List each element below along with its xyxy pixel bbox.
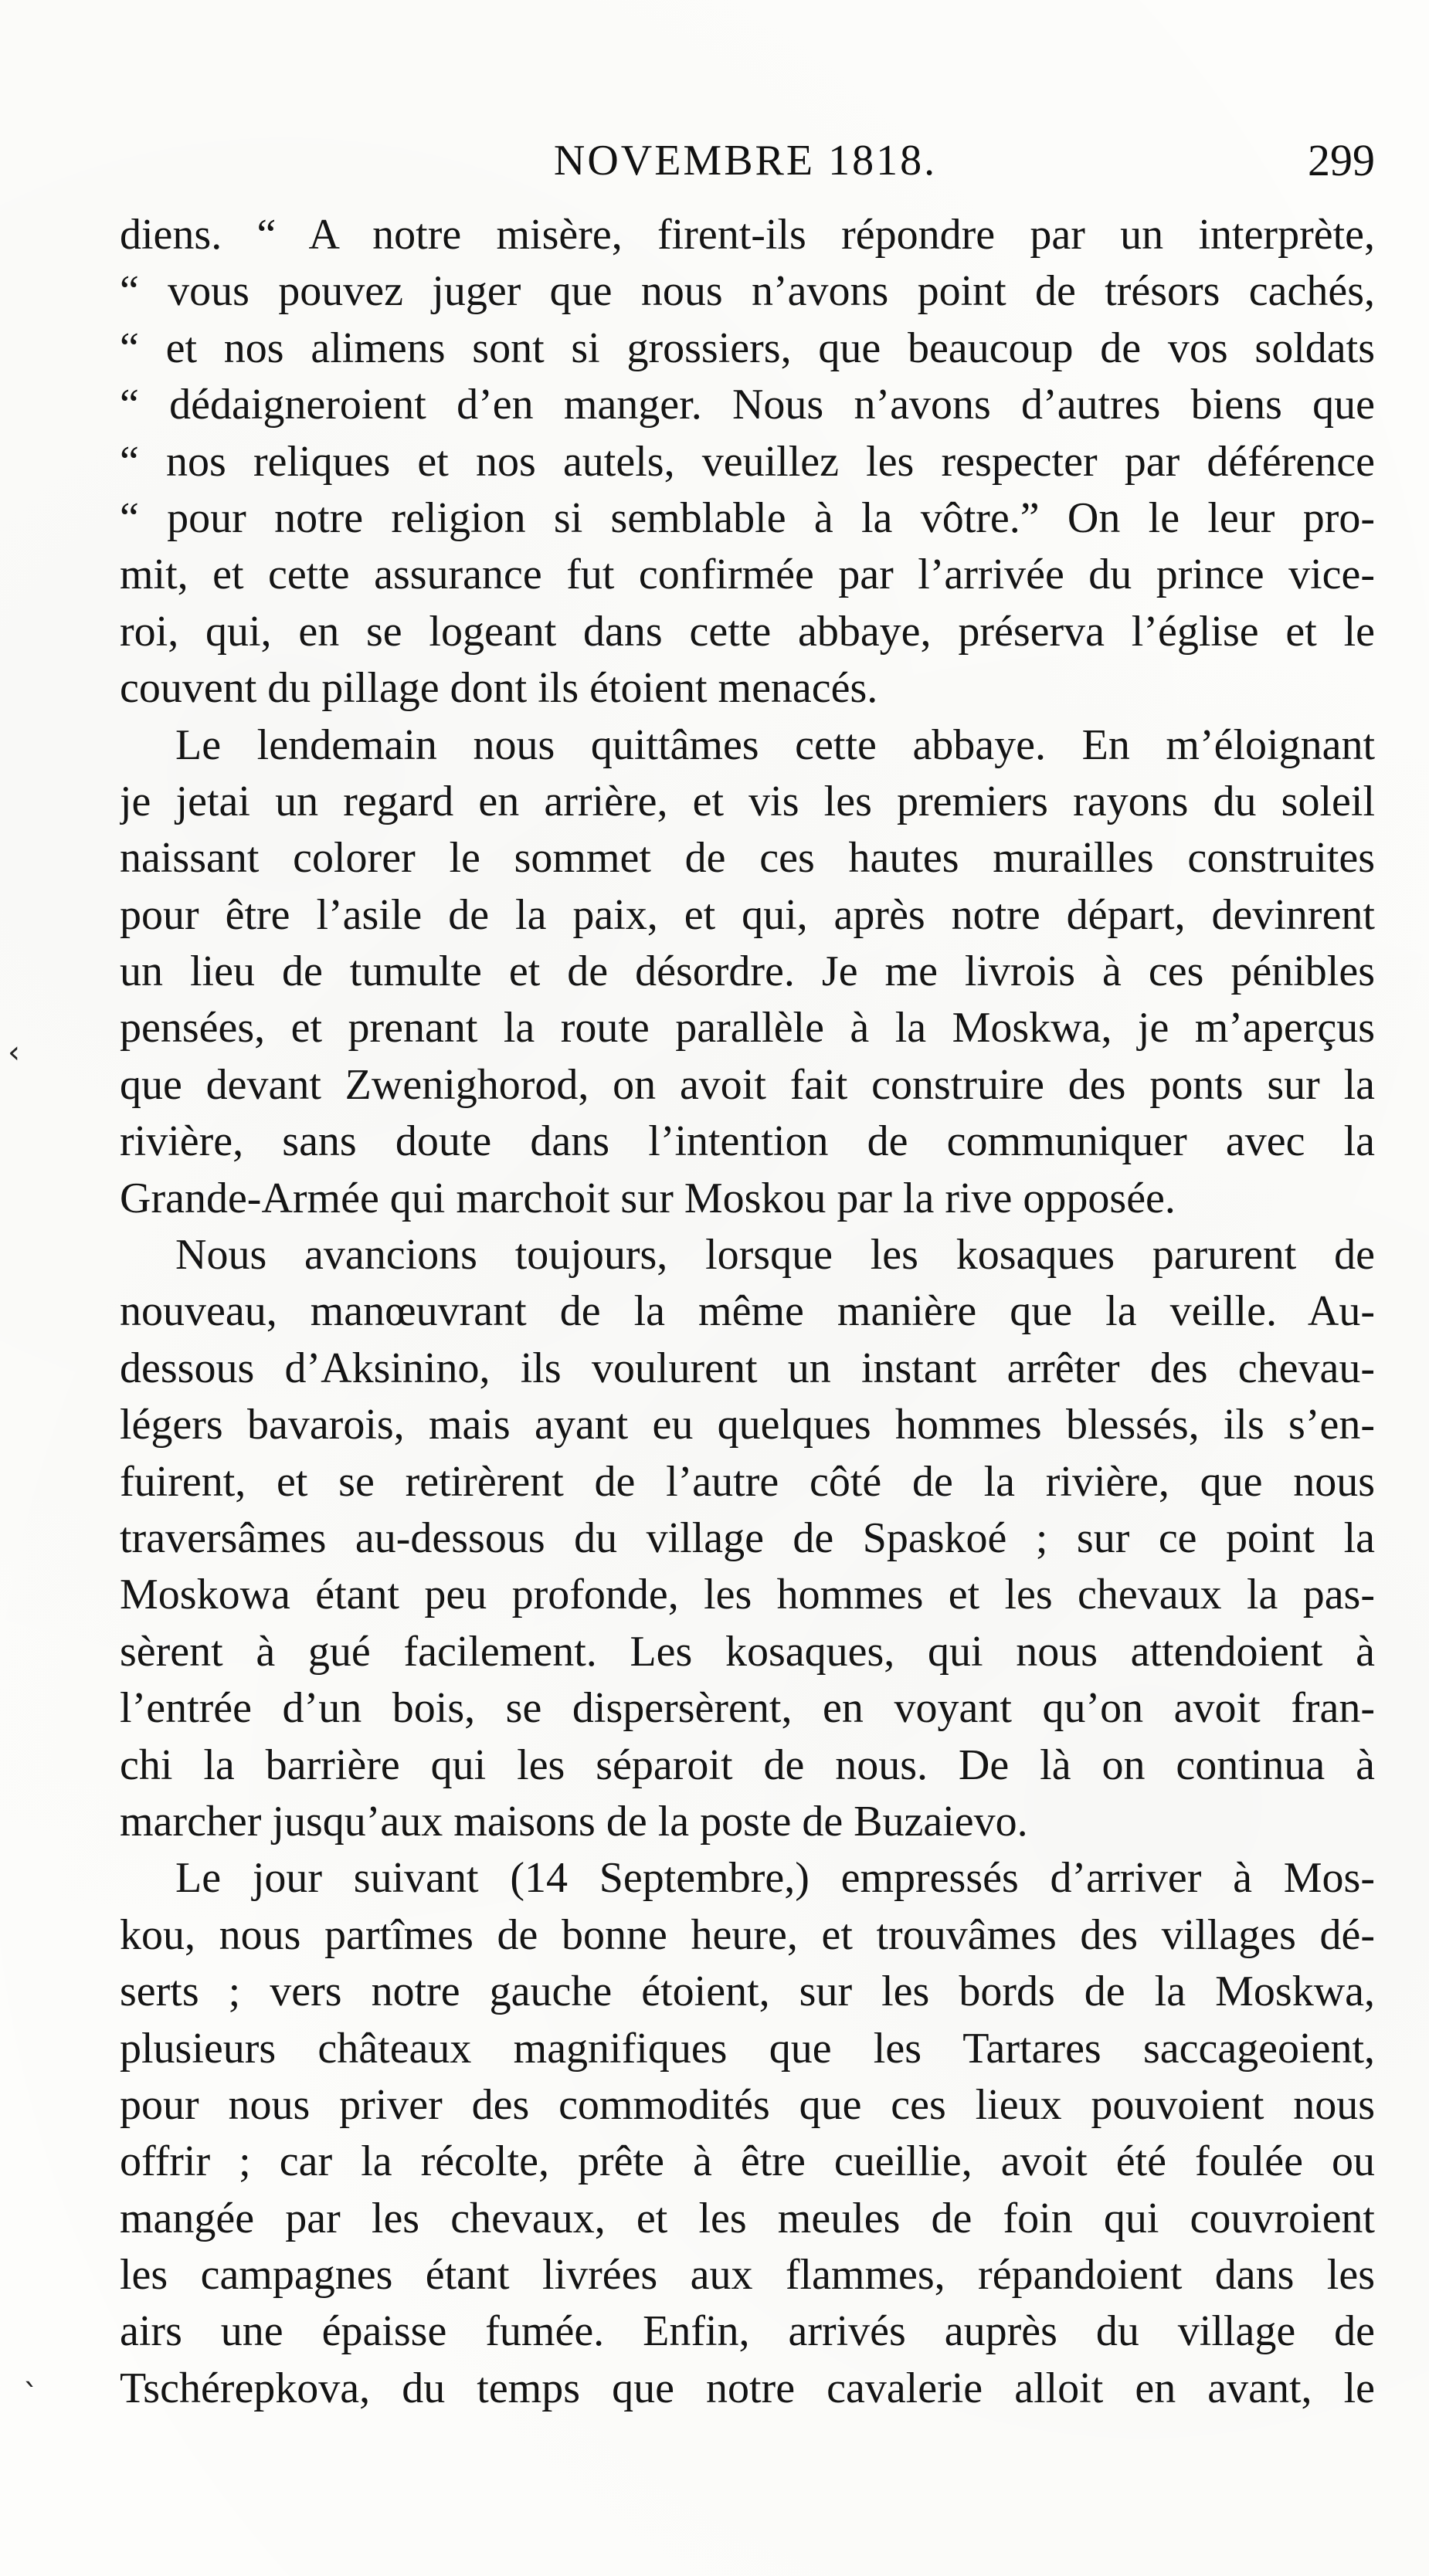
text-line: fuirent, et se retirèrent de l’autre côté de la rivière, que nous	[120, 1457, 1375, 1506]
text-line: Moskowa étant peu profonde, les hommes et les chevaux la pas-	[120, 1571, 1375, 1619]
text-line: Tschérepkova, du temps que notre cavalerie alloit en avant, le	[120, 2364, 1375, 2412]
margin-mark: ‹	[8, 1035, 20, 1070]
text-line: plusieurs châteaux magnifiques que les Tartares saccageoient,	[120, 2024, 1375, 2073]
text-line: diens. “ A notre misère, firent-ils répondre par un interprète,	[120, 211, 1375, 259]
text-line: “ et nos alimens sont si grossiers, que beaucoup de vos soldats	[120, 324, 1375, 372]
text-line: marcher jusqu’aux maisons de la poste de Buzaievo.	[120, 1797, 1028, 1846]
text-line: pensées, et prenant la route parallèle à la Moskwa, je m’aperçus	[120, 1004, 1375, 1052]
text-line: mangée par les chevaux, et les meules de foin qui couvroient	[120, 2194, 1375, 2242]
text-line: “ pour notre religion si semblable à la vôtre.” On le leur pro-	[120, 493, 1375, 542]
text-line: traversâmes au-dessous du village de Spaskoé ; sur ce point la	[120, 1513, 1375, 1562]
running-title: NOVEMBRE 1818.	[553, 137, 938, 185]
text-line: “ vous pouvez juger que nous n’avons point de trésors cachés,	[120, 267, 1375, 316]
text-line: roi, qui, en se logeant dans cette abbaye, préserva l’église et le	[120, 607, 1375, 656]
page-number: 299	[1308, 135, 1375, 185]
text-line: l’entrée d’un bois, se dispersèrent, en voyant qu’on avoit fran-	[120, 1684, 1375, 1733]
text-line: Nous avancions toujours, lorsque les kosaques parurent de	[175, 1231, 1375, 1280]
text-line: Le lendemain nous quittâmes cette abbaye. En m’éloignant	[175, 720, 1375, 769]
text-line: airs une épaisse fumée. Enfin, arrivés auprès du village de	[120, 2307, 1375, 2356]
text-line: naissant colorer le sommet de ces hautes murailles construites	[120, 834, 1375, 883]
text-line: “ nos reliques et nos autels, veuillez les respecter par déférence	[120, 437, 1375, 486]
text-line: nouveau, manœuvrant de la même manière que la veille. Au-	[120, 1287, 1375, 1336]
text-line: Grande-Armée qui marchoit sur Moskou par la rive opposée.	[120, 1174, 1176, 1222]
text-line: offrir ; car la récolte, prête à être cueillie, avoit été foulée ou	[120, 2137, 1375, 2186]
running-head	[116, 130, 1375, 192]
text-line: Le jour suivant (14 Septembre,) empressés d’arriver à Mos-	[175, 1854, 1375, 1903]
text-line: pour nous priver des commodités que ces lieux pouvoient nous	[120, 2080, 1375, 2129]
text-line: pour être l’asile de la paix, et qui, après notre départ, devinrent	[120, 890, 1375, 939]
text-line: je jetai un regard en arrière, et vis les premiers rayons du soleil	[120, 777, 1375, 825]
text-line: mit, et cette assurance fut confirmée par l’arrivée du prince vice-	[120, 551, 1375, 599]
text-line: sèrent à gué facilement. Les kosaques, qui nous attendoient à	[120, 1627, 1375, 1676]
margin-mark: `	[23, 2378, 39, 2414]
body-text	[120, 207, 1375, 2417]
text-line: légers bavarois, mais ayant eu quelques hommes blessés, ils s’en-	[120, 1401, 1375, 1449]
text-line: chi la barrière qui les séparoit de nous. De là on continua à	[120, 1740, 1375, 1789]
text-line: kou, nous partîmes de bonne heure, et trouvâmes des villages dé-	[120, 1910, 1375, 1959]
text-line: serts ; vers notre gauche étoient, sur les bords de la Moskwa,	[120, 1968, 1375, 2016]
text-line: que devant Zwenighorod, on avoit fait construire des ponts sur la	[120, 1060, 1375, 1109]
text-line: “ dédaigneroient d’en manger. Nous n’avons d’autres biens que	[120, 381, 1375, 429]
text-line: un lieu de tumulte et de désordre. Je me livrois à ces pénibles	[120, 947, 1375, 996]
text-line: couvent du pillage dont ils étoient menacés.	[120, 664, 878, 713]
text-line: rivière, sans doute dans l’intention de communiquer avec la	[120, 1117, 1375, 1166]
text-line: dessous d’Aksinino, ils voulurent un instant arrêter des chevau-	[120, 1344, 1375, 1392]
text-line: les campagnes étant livrées aux flammes, répandoient dans les	[120, 2251, 1375, 2300]
